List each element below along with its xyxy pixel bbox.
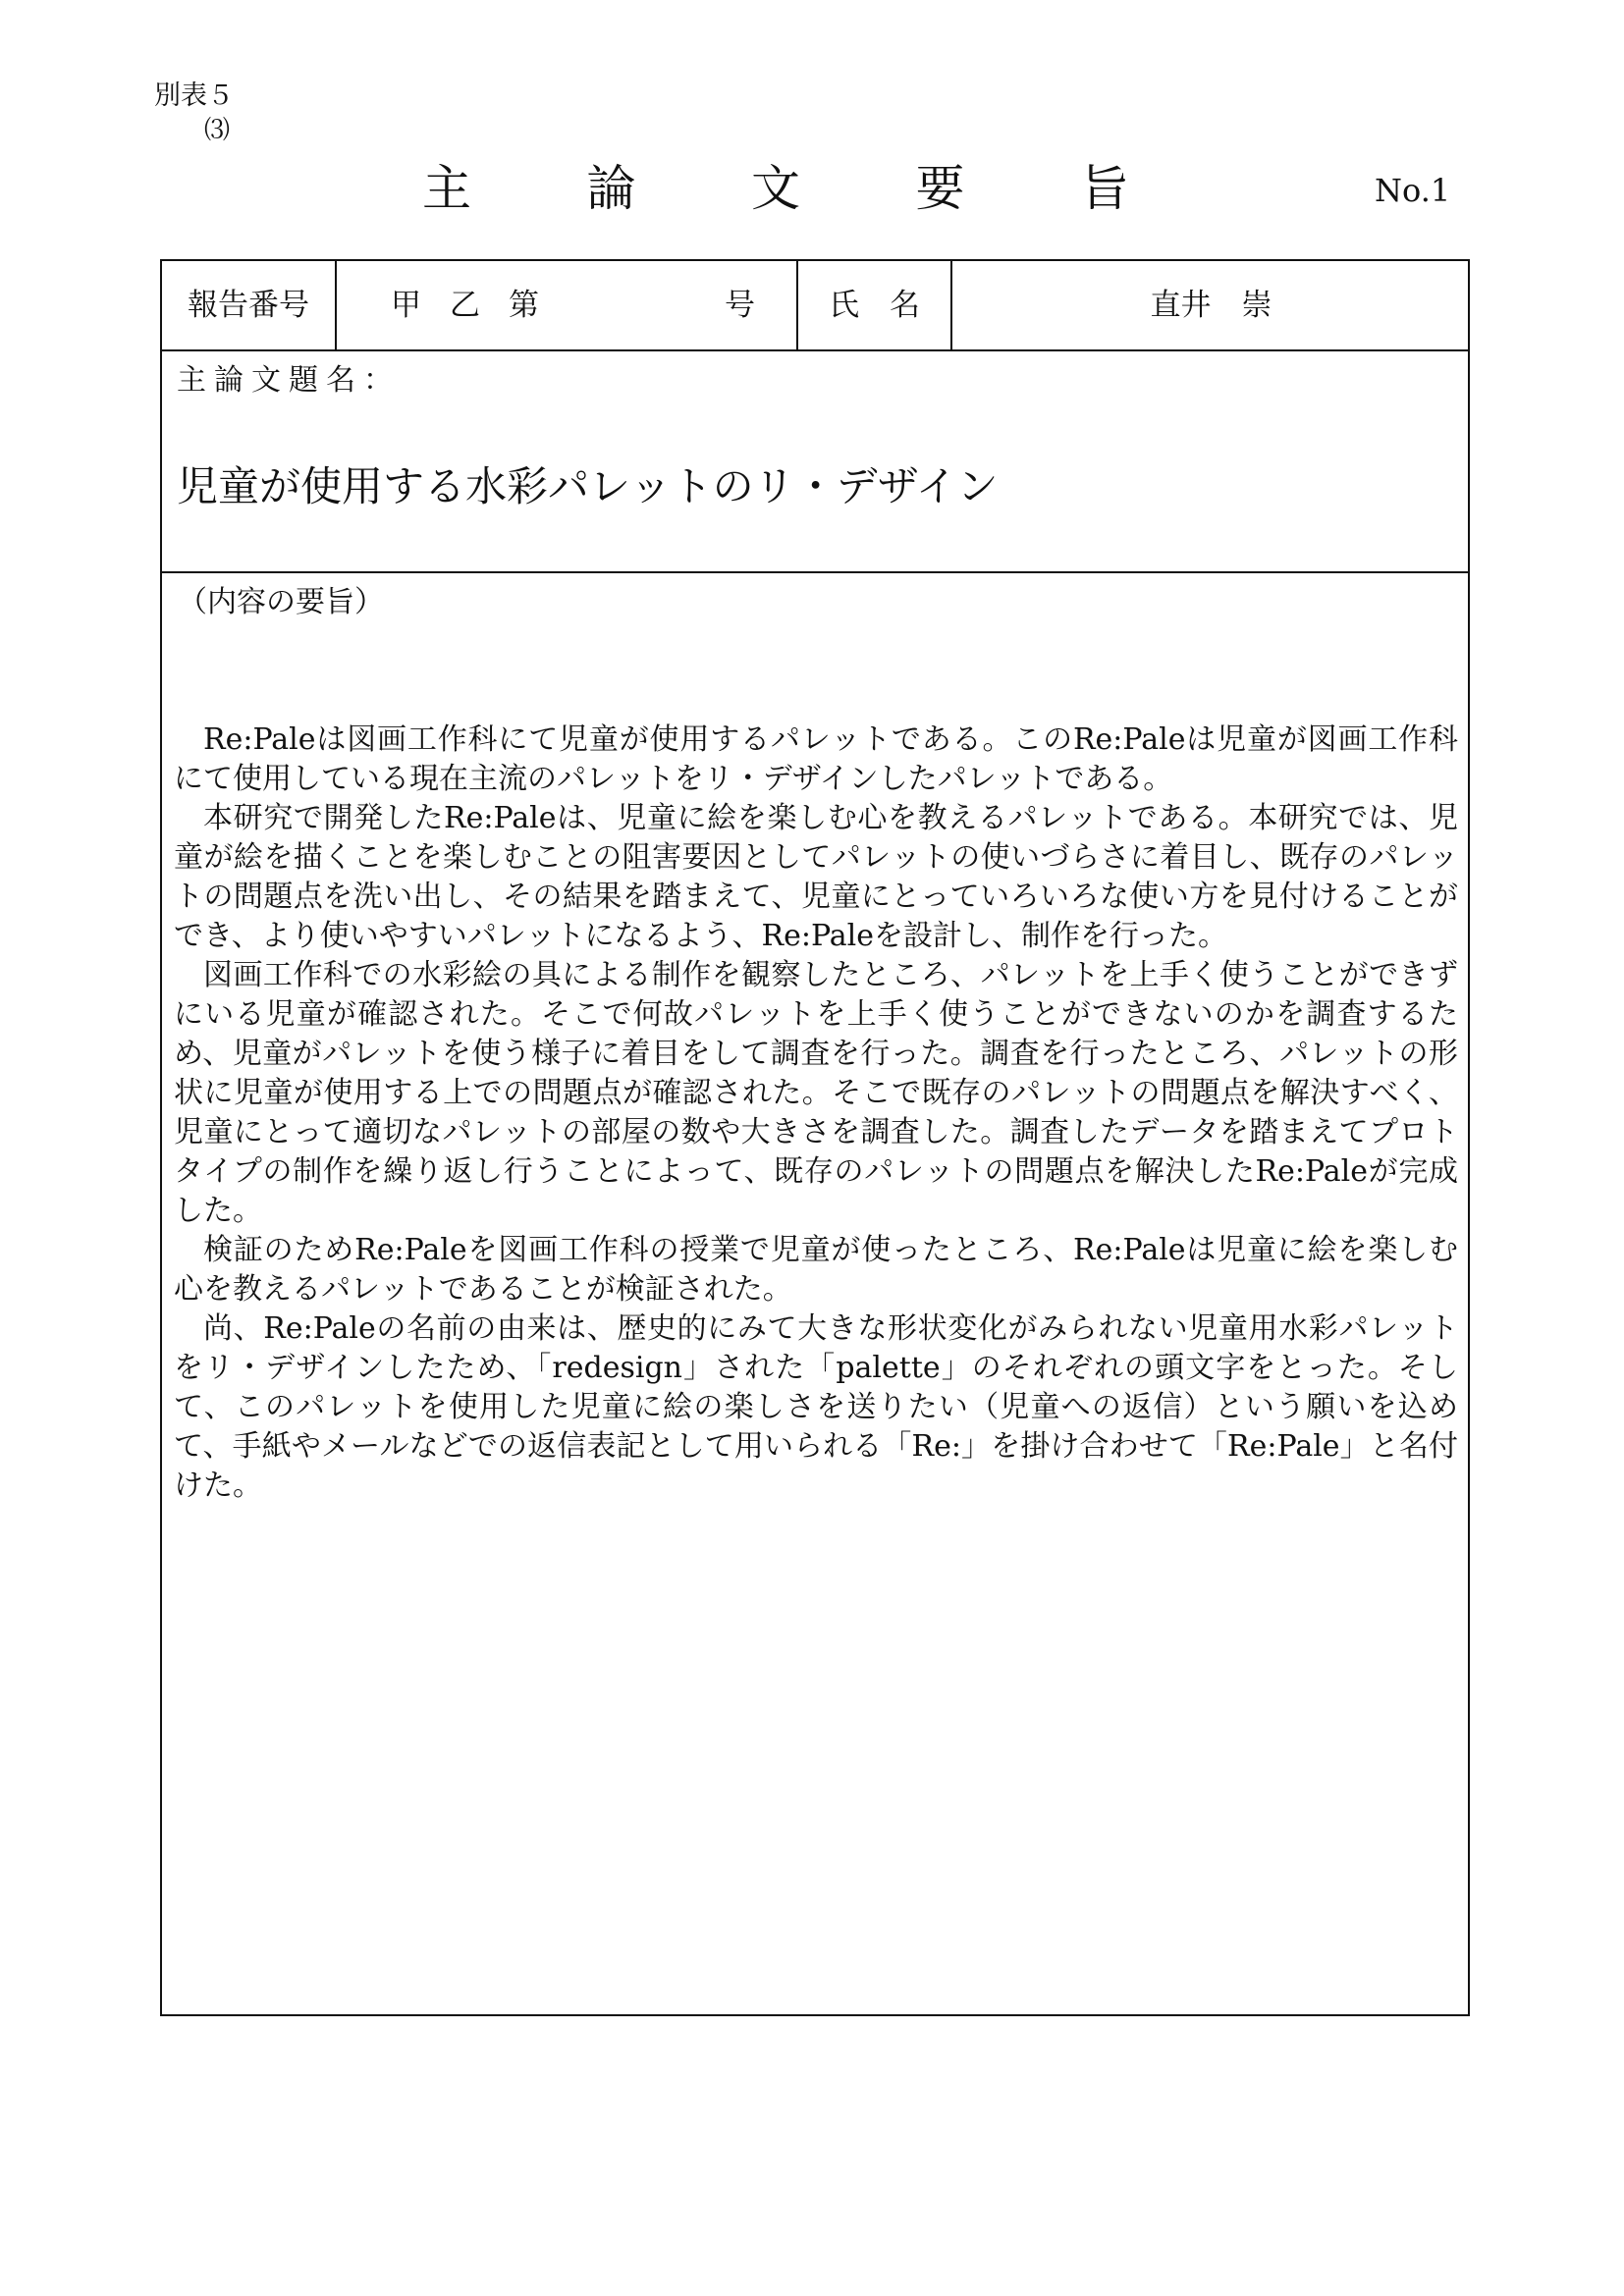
thesis-title-label: 主論文題名： [177,363,401,398]
document-title-char: 要 [915,160,965,217]
report-dai: 第 [509,288,539,323]
report-number-value [337,261,798,349]
document-title-char: 主 [422,160,471,217]
name-label: 氏 名 [798,261,952,349]
document-title [422,157,1129,220]
thesis-title-row [162,351,1468,573]
document-title-char: 論 [586,160,636,217]
summary-content-row [162,573,1468,2014]
document-title-char: 旨 [1080,160,1129,217]
name-value: 直井 崇 [1150,288,1272,323]
summary-content-body [174,721,1458,1506]
summary-paragraph: Re:Paleは図画工作科にて児童が使用するパレットである。このRe:Paleは児童が図画工作科にて使用している現在主流のパレットをリ・デザインしたパレットである。 [174,722,1458,796]
report-kou: 甲 [391,288,421,323]
document-title-char: 文 [751,160,800,217]
summary-paragraph: 尚、Re:Paleの名前の由来は、歴史的にみて大きな形状変化がみられない児童用水彩パレットをリ・デザインしたため、「redesign」された「palette」のそれぞれの頭文字をとった。そして、このパレットを使用した児童に絵の楽しさを送りたい（児童への返信）という願いを込めて、手紙やメールなどでの返信表記として用いられる「Re:」を掛け合わせて「Re:Pale」と名付けた。 [174,1311,1458,1503]
summary-paragraph: 検証のためRe:Paleを図画工作科の授業で児童が使ったところ、Re:Paleは児童に絵を楽しむ心を教えるパレットであることが検証された。 [174,1233,1458,1307]
report-number-label: 報告番号 [162,261,337,349]
summary-paragraph: 図画工作科での水彩絵の具による制作を観察したところ、パレットを上手く使うことができずにいる児童が確認された。そこで何故パレットを上手く使うことができないのかを調査するため、児童がパレットを使う様子に着目をして調査を行った。調査を行ったところ、パレットの形状に児童が使用する上での問題点が確認された。そこで既存のパレットの問題点を解決すべく、児童にとって適切なパレットの部屋の数や大きさを調査した。調査したデータを踏まえてプロトタイプの制作を繰り返し行うことによって、既存のパレットの問題点を解決したRe:Paleが完成した。 [174,958,1458,1228]
report-row [162,261,1468,351]
summary-paragraph: 本研究で開発したRe:Paleは、児童に絵を楽しむ心を教えるパレットである。本研究では、児童が絵を描くことを楽しむことの阻害要因としてパレットの使いづらさに着目し、既存のパレットの問題点を洗い出し、その結果を踏まえて、児童にとっていろいろな使い方を見付けることができ、より使いやすいパレットになるよう、Re:Paleを設計し、制作を行った。 [174,801,1458,953]
report-gou: 号 [725,288,755,323]
summary-form [160,259,1470,2016]
thesis-title: 児童が使用する水彩パレットのリ・デザイン [177,462,999,510]
summary-content-label: （内容の要旨） [178,585,384,619]
report-otsu: 乙 [450,288,480,323]
document-number: No.1 [1375,172,1451,209]
appendix-sub-number: ⑶ [204,116,231,145]
appendix-label: 別表５ [154,80,234,111]
